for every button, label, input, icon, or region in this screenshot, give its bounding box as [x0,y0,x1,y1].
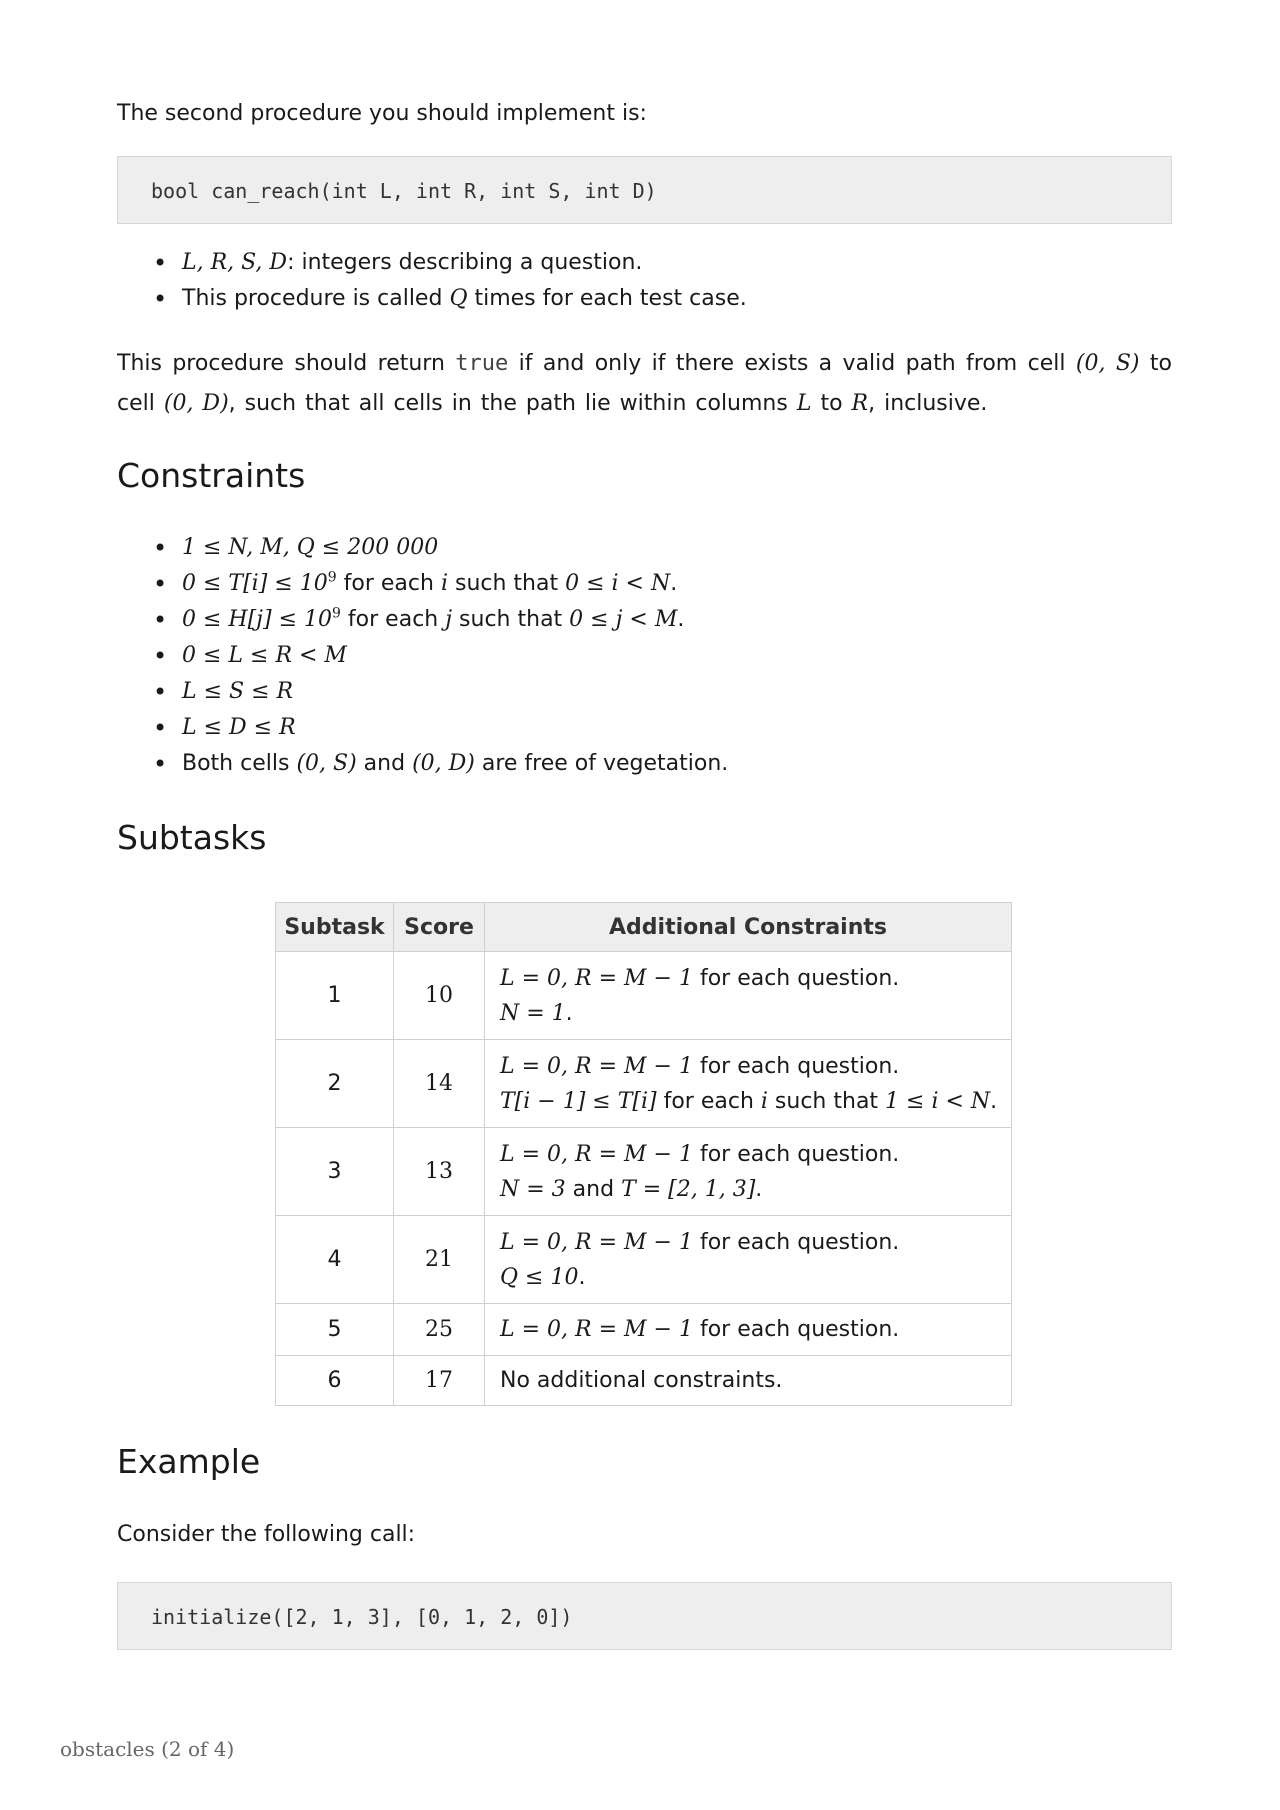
constraint-math: 1 ≤ i < N [885,1088,991,1114]
params-desc: : integers describing a question. [287,250,643,275]
var-L: L [796,391,812,416]
call-count-post: times for each test case. [467,286,747,311]
subtask-constraints [485,952,1012,1040]
page-footer: obstacles (2 of 4) [60,1737,235,1761]
call-count-pre: This procedure is called [182,286,450,311]
constraint-2-exp: 9 [327,569,337,586]
constraint-text: for each question. [692,1229,900,1255]
subtask-id: 4 [276,1216,394,1304]
var-R: R [851,391,869,416]
subtask-id: 2 [276,1040,394,1128]
constraint-2-period: . [670,571,678,596]
subtask-id: 3 [276,1128,394,1216]
subtask-id: 6 [276,1356,394,1406]
params-bullet-2 [182,281,1182,317]
subtasks-table [275,902,1012,1406]
constraint-5-math: L ≤ S ≤ R [182,679,294,704]
subtask-id: 1 [276,952,394,1040]
subtask-score: 17 [394,1356,485,1406]
constraint-text: and [565,1176,622,1202]
constraint-3-period: . [677,607,685,632]
constraint-text: such that [767,1088,886,1114]
constraint-math: L = 0, R = M − 1 [500,1317,693,1342]
return-text-4: , such that all cells in the path lie within columns [228,391,797,416]
subtask-constraints [485,1040,1012,1128]
constraint-text: for each question. [692,1317,900,1342]
constraint-text: for each question. [692,1141,900,1167]
table-header-row [276,903,1012,952]
constraint-math: L = 0, R = M − 1 [500,965,693,991]
constraint-text: No additional constraints. [500,1368,783,1393]
return-text-6: , inclusive. [868,391,988,416]
return-text-5: to [811,391,852,416]
subtask-score: 10 [394,952,485,1040]
constraints-list [117,530,1182,782]
constraint-text: for each [656,1088,761,1114]
constraint-text: . [578,1264,586,1290]
constraint-text: for each question. [692,965,900,991]
subtask-constraints [485,1216,1012,1304]
table-row [276,1040,1012,1128]
subtask-constraints [485,1128,1012,1216]
col-header-constraints: Additional Constraints [485,903,1012,952]
example-heading: Example [117,1442,261,1481]
constraint-math: N = 1 [500,1000,566,1026]
return-text-3: to cell [117,351,1172,416]
constraint-7 [182,746,1182,782]
constraint-3-exp: 9 [332,605,341,622]
constraints-heading: Constraints [117,456,306,495]
subtask-score: 21 [394,1216,485,1304]
constraint-text: . [990,1088,998,1114]
return-text-1: This procedure should return [117,351,456,376]
cell-dest: (0, D) [163,391,229,416]
subtask-constraints [485,1356,1012,1406]
constraint-math: Q ≤ 10 [500,1264,579,1290]
constraint-1 [182,530,1182,566]
return-code-true: true [455,351,509,376]
constraint-3 [182,602,1182,638]
constraint-math: N = 3 [500,1176,566,1202]
constraint-5 [182,674,1182,710]
params-list [117,245,1182,317]
params-vars: L, R, S, D [182,250,288,275]
constraint-7-cell-d: (0, D) [412,751,475,776]
table-row [276,1216,1012,1304]
subtask-constraints [485,1304,1012,1356]
constraint-7-text3: are free of vegetation. [474,751,729,776]
call-count-var: Q [449,286,468,311]
intro-text: The second procedure you should implement is: [117,101,647,126]
constraint-4 [182,638,1182,674]
constraint-3-range: 0 ≤ j < M [569,607,678,632]
constraint-6 [182,710,1182,746]
constraint-7-cell-s: (0, S) [296,751,357,776]
constraint-3-math: 0 ≤ H[j] ≤ 10 [182,607,333,632]
constraint-6-math: L ≤ D ≤ R [182,715,296,740]
constraint-3-var: j [445,607,453,632]
subtask-id: 5 [276,1304,394,1356]
subtask-score: 14 [394,1040,485,1128]
example-intro: Consider the following call: [117,1522,416,1547]
constraint-3-text2: such that [452,607,570,632]
constraint-math: T = [2, 1, 3] [621,1176,756,1202]
constraint-2-var: i [440,571,448,596]
constraint-2 [182,566,1182,602]
table-row [276,952,1012,1040]
code-signature-block: bool can_reach(int L, int R, int S, int D) [117,156,1172,224]
constraint-2-text: for each [336,571,441,596]
constraint-text: . [755,1176,763,1202]
col-header-score: Score [394,903,485,952]
constraint-var: i [760,1088,768,1114]
subtask-score: 25 [394,1304,485,1356]
constraint-math: L = 0, R = M − 1 [500,1053,693,1079]
constraint-2-range: 0 ≤ i < N [565,571,671,596]
params-bullet-1 [182,245,1182,281]
constraint-text: . [565,1000,573,1026]
cell-start: (0, S) [1075,351,1140,376]
subtasks-heading: Subtasks [117,818,267,857]
table-row [276,1304,1012,1356]
return-text-2: if and only if there exists a valid path from cell [508,351,1076,376]
constraint-1-math: 1 ≤ N, M, Q ≤ 200 000 [182,535,439,560]
constraint-math: L = 0, R = M − 1 [500,1141,693,1167]
constraint-2-math: 0 ≤ T[i] ≤ 10 [182,571,328,596]
constraint-7-text: Both cells [182,751,297,776]
constraint-math: L = 0, R = M − 1 [500,1229,693,1255]
constraint-text: for each question. [692,1053,900,1079]
table-row [276,1356,1012,1406]
table-row [276,1128,1012,1216]
example-code-block: initialize([2, 1, 3], [0, 1, 2, 0]) [117,1582,1172,1650]
constraint-7-and: and [356,751,413,776]
subtask-score: 13 [394,1128,485,1216]
return-paragraph [117,344,1172,424]
col-header-subtask: Subtask [276,903,394,952]
constraint-2-text2: such that [447,571,566,596]
constraint-3-text: for each [340,607,446,632]
constraint-4-math: 0 ≤ L ≤ R < M [182,643,347,668]
constraint-math: T[i − 1] ≤ T[i] [500,1088,657,1114]
